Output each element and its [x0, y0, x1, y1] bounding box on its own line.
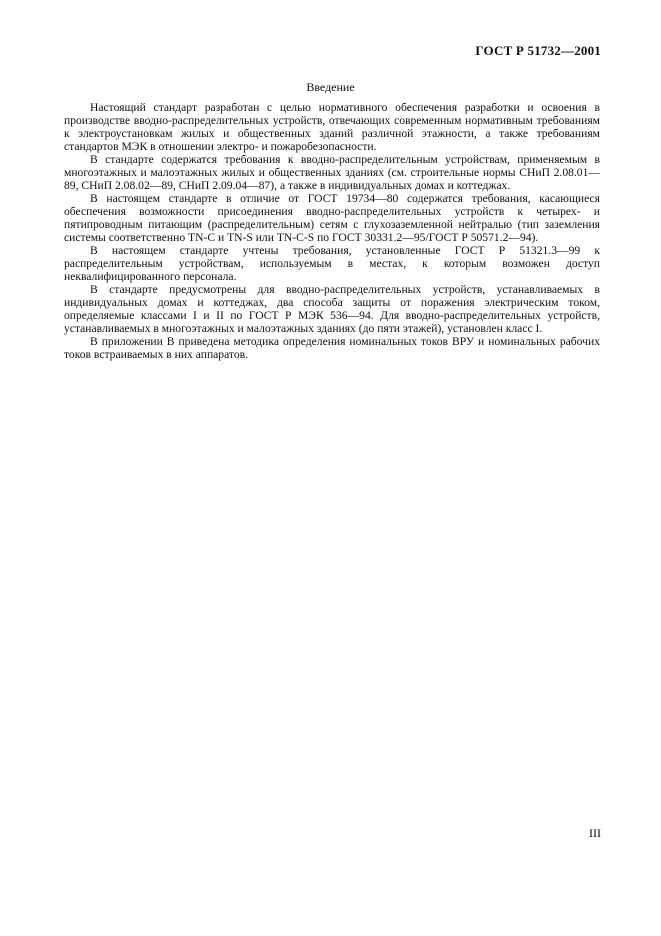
- paragraph-differences: В настоящем стандарте в отличие от ГОСТ 19734—80 содержатся требования, касающиеся обеспечения возможности присоединения вводно-распределительных устройств к четырех- и пятипроводным питающим (распределительным) сетям с глухозаземленной нейтралью (тип заземления системы соответственно TN-C и TN-S или TN-C-S по ГОСТ 30331.2—95/ГОСТ Р 50571.2—94).: [64, 192, 600, 244]
- paragraph-requirements: В настоящем стандарте учтены требования, установленные ГОСТ Р 51321.3—99 к распределительным устройствам, используемым в местах, к которым возможен доступ неквалифицированного персонала.: [64, 244, 600, 283]
- introduction-body: [64, 101, 600, 361]
- section-title: Введение: [306, 80, 355, 94]
- paragraph-purpose: Настоящий стандарт разработан с целью нормативного обеспечения разработки и освоения в производстве вводно-распределительных устройств, отвечающих современным нормативным требованиям к электроустановкам жилых и общественных зданий различной этажности, а также требованиям стандартов МЭК в отношении электро- и пожаробезопасности.: [64, 101, 600, 153]
- document-code-header: ГОСТ Р 51732—2001: [475, 43, 601, 58]
- paragraph-scope: В стандарте содержатся требования к вводно-распределительным устройствам, применяемым в многоэтажных и малоэтажных жилых и общественных зданиях (см. строительные нормы СНиП 2.08.01—89, СНиП 2.08.02—89, СНиП 2.09.04—87), а также в индивидуальных домах и коттеджах.: [64, 153, 600, 192]
- page-number: III: [589, 826, 601, 840]
- paragraph-protection-classes: В стандарте предусмотрены для вводно-распределительных устройств, устанавливаемых в индивидуальных домах и коттеджах, два способа защиты от поражения электрическим током, определяемые классами I и II по ГОСТ Р МЭК 536—94. Для вводно-распределительных устройств, устанавливаемых в многоэтажных и малоэтажных зданиях (до пяти этажей), установлен класс I.: [64, 283, 600, 335]
- paragraph-appendix: В приложении В приведена методика определения номинальных токов ВРУ и номинальных рабочих токов встраиваемых в них аппаратов.: [64, 335, 600, 361]
